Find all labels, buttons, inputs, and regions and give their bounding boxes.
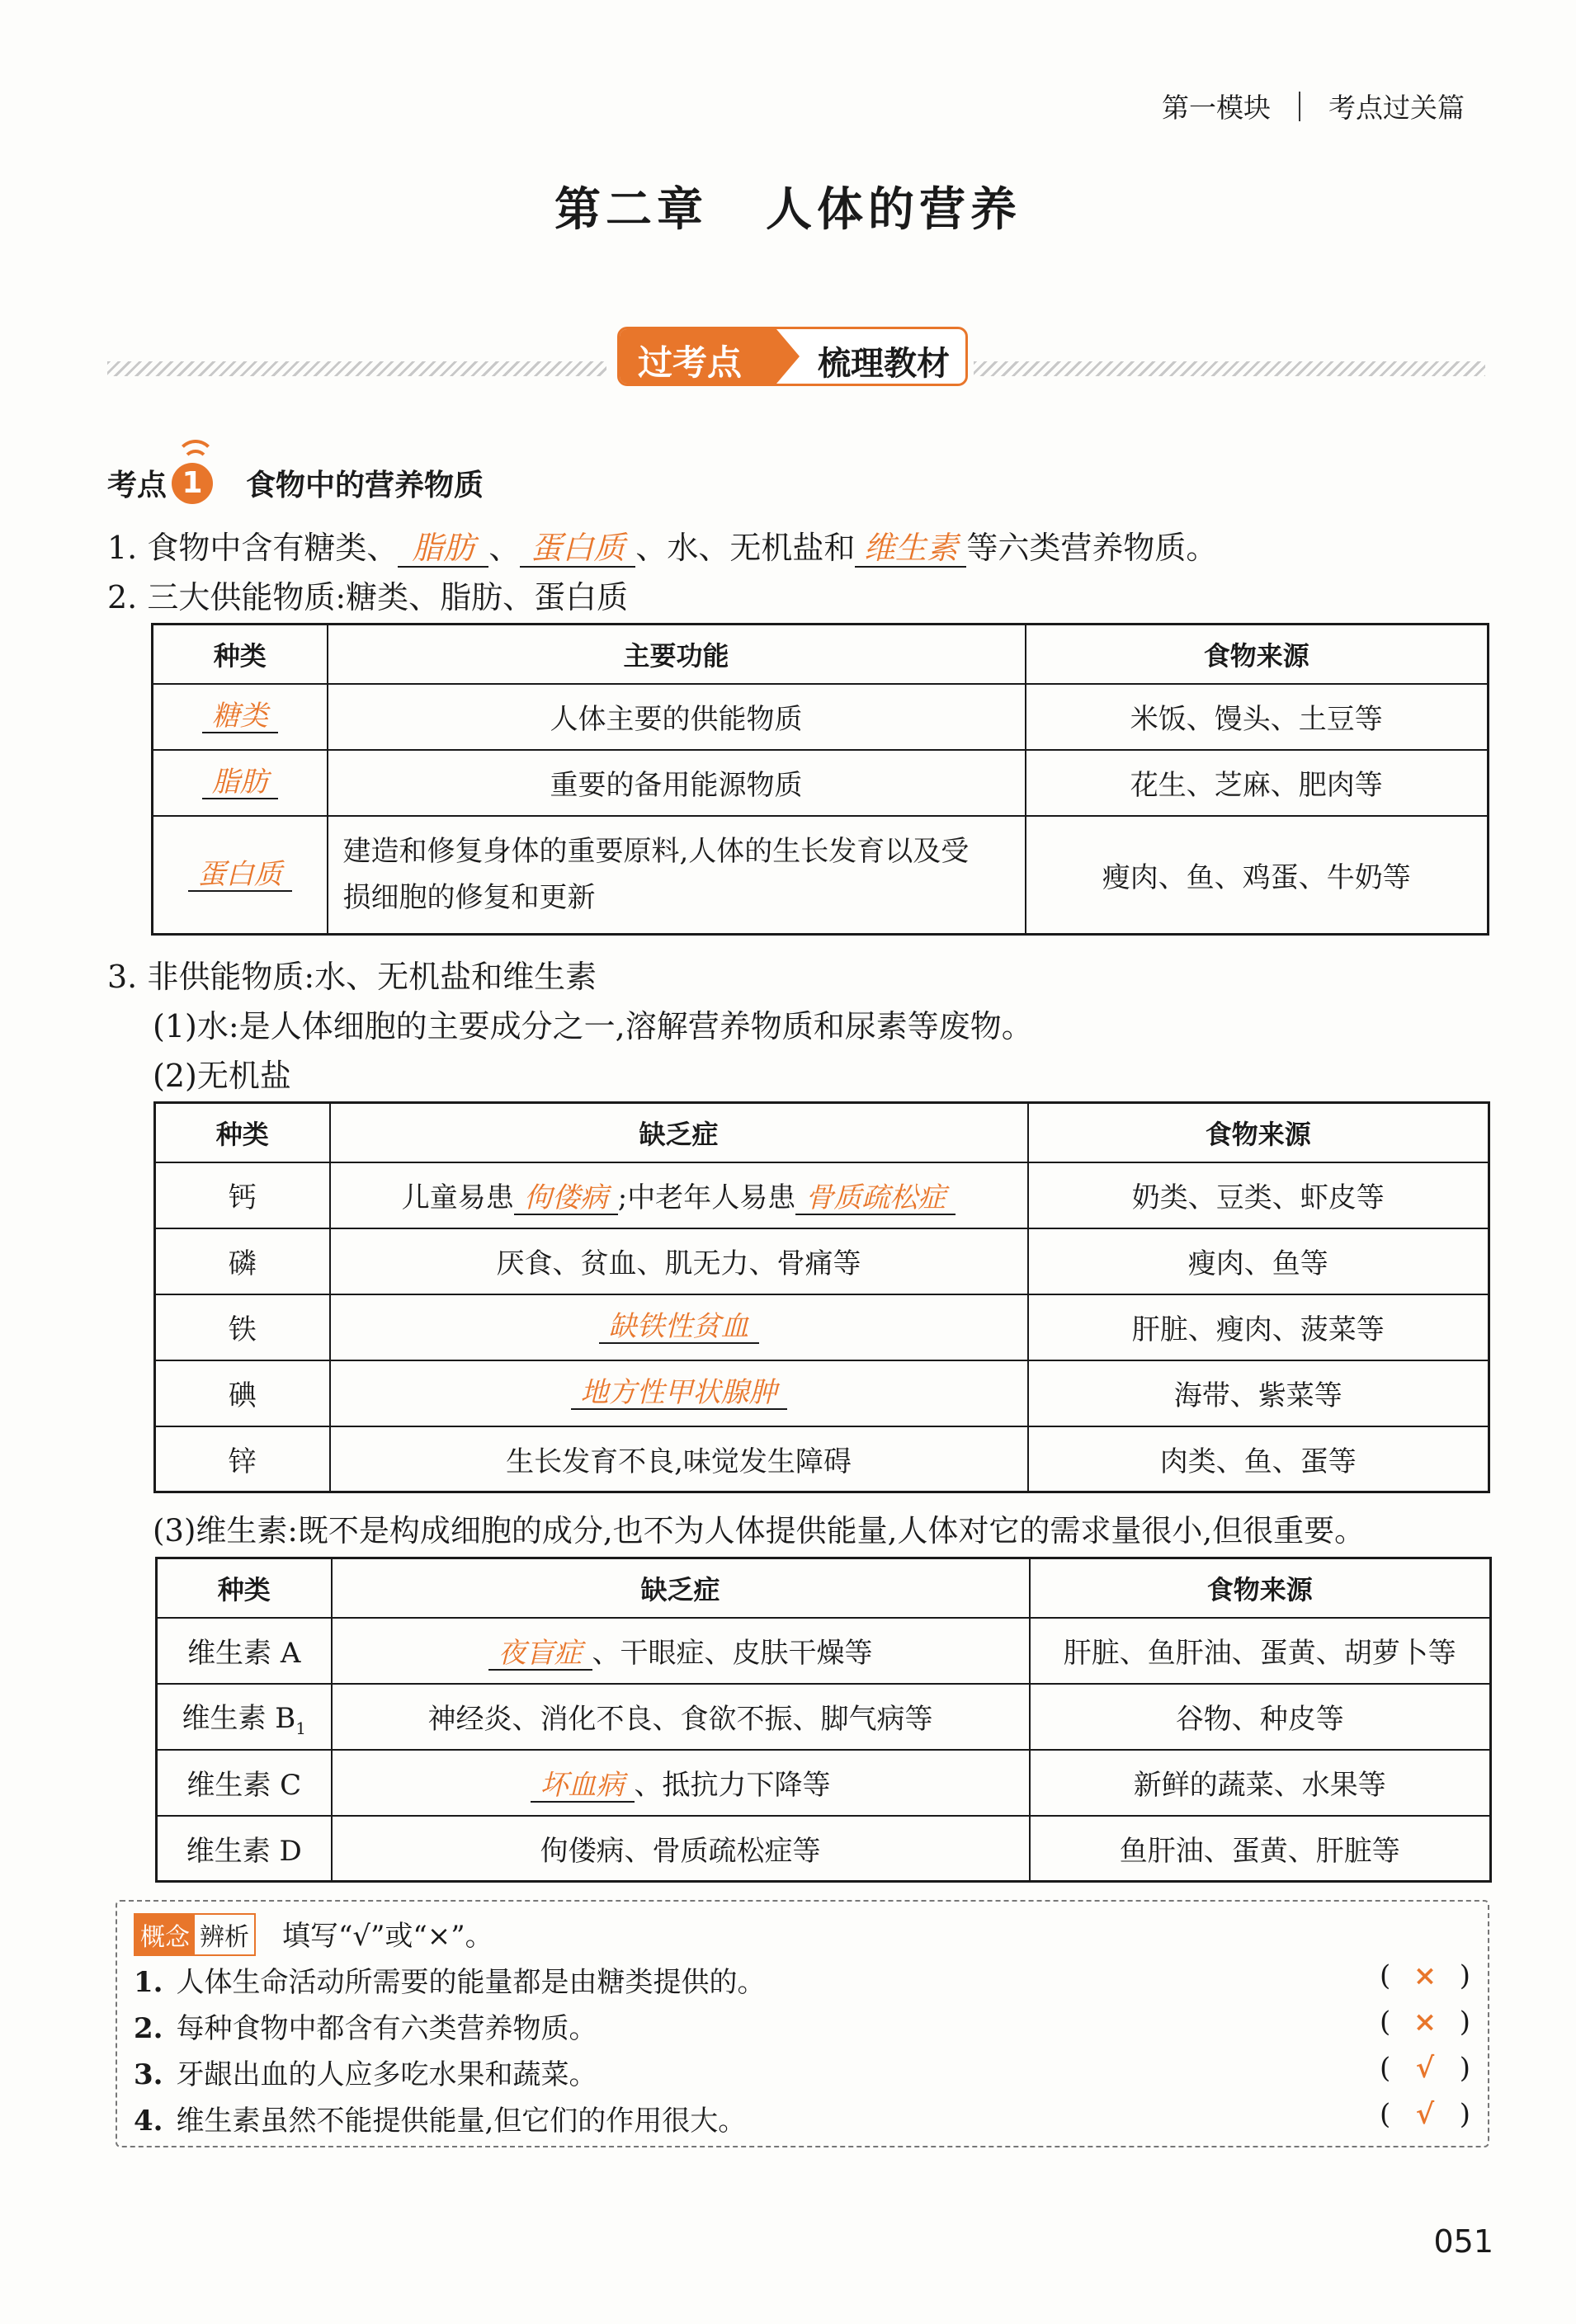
topic-label: 考点: [107, 469, 168, 502]
fill-blank-protein: 蛋白质: [520, 531, 635, 568]
fill-blank-cell: 骨质疏松症: [795, 1183, 956, 1215]
fill-blank-cell: 地方性甲状腺肿: [571, 1378, 787, 1410]
cell-function-line-1: 建造和修复身体的重要原料,人体的生长发育以及受: [342, 835, 970, 869]
banner-box: [617, 327, 968, 386]
minerals-table: [153, 1101, 1490, 1493]
banner-right-label: 梳理教材: [818, 345, 950, 383]
answer-mark: √: [1415, 2052, 1435, 2085]
item-1: [107, 522, 1217, 568]
cell-source: 谷物、种皮等: [1030, 1684, 1491, 1750]
cell-text-pre: 儿童易患: [401, 1181, 514, 1214]
item-3-3-vitamins: (3)维生素:既不是构成细胞的成分,也不为人体提供能量,人体对它的需求量很小,但很重要。: [153, 1513, 1366, 1549]
fill-blank-cell: 糖类: [202, 701, 278, 733]
col-header-function: 主要功能: [328, 625, 1026, 684]
cell-type: [153, 750, 328, 816]
header-section: 考点过关篇: [1328, 92, 1465, 124]
cell-source: 鱼肝油、蛋黄、肝脏等: [1030, 1816, 1491, 1882]
cell-source: 奶类、豆类、虾皮等: [1028, 1162, 1489, 1228]
cell-type: [153, 684, 328, 750]
cell-function-line-2: 损细胞的修复和更新: [342, 881, 596, 915]
item-2: 2. 三大供能物质:糖类、脂肪、蛋白质: [107, 579, 629, 615]
concept-tag-right: 辨析: [200, 1923, 249, 1952]
col-header-source: 食物来源: [1030, 1558, 1491, 1618]
topic-number-badge: 1: [172, 463, 213, 504]
paren-open: (: [1380, 2006, 1391, 2039]
cell-deficiency: [330, 1162, 1028, 1228]
cell-source: 瘦肉、鱼、鸡蛋、牛奶等: [1026, 816, 1489, 935]
table-header-row: [155, 1103, 1489, 1162]
table-row: [155, 1162, 1489, 1228]
table-row: [155, 1294, 1489, 1360]
question-number: 3.: [134, 2058, 163, 2091]
col-header-deficiency: 缺乏症: [330, 1103, 1028, 1162]
fill-blank-vitamin: 维生素: [855, 531, 966, 568]
cell-deficiency: [330, 1294, 1028, 1360]
concept-tag-left: 概念: [135, 1915, 195, 1954]
header-divider: [1299, 92, 1300, 121]
table-row: [157, 1750, 1491, 1816]
fill-blank-cell: 坏血病: [531, 1770, 635, 1803]
cell-type: 锌: [155, 1426, 330, 1492]
question-number: 2.: [134, 2012, 163, 2045]
table-row: [155, 1360, 1489, 1426]
fill-blank-cell: 夜盲症: [488, 1638, 592, 1671]
answer-mark: ×: [1413, 2006, 1437, 2039]
quiz-question: [134, 2098, 1470, 2138]
cell-source: 新鲜的蔬菜、水果等: [1030, 1750, 1491, 1816]
table-header-row: [157, 1558, 1491, 1618]
question-number: 4.: [134, 2105, 163, 2138]
table-row: [157, 1684, 1491, 1750]
cell-source: 瘦肉、鱼等: [1028, 1228, 1489, 1294]
cell-deficiency: [330, 1360, 1028, 1426]
cell-deficiency: 生长发育不良,味觉发生障碍: [330, 1426, 1028, 1492]
cell-type: 维生素 C: [157, 1750, 332, 1816]
chapter-title: [0, 173, 1576, 239]
concept-instruction: 填写“√”或“×”。: [282, 1920, 493, 1953]
col-header-source: 食物来源: [1028, 1103, 1489, 1162]
answer-slot: [1380, 2006, 1470, 2039]
concept-tag: [134, 1913, 256, 1956]
cell-deficiency: [332, 1750, 1030, 1816]
cell-source: 花生、芝麻、肥肉等: [1026, 750, 1489, 816]
cell-source: 肉类、鱼、蛋等: [1028, 1426, 1489, 1492]
chapter-number: 第二章: [554, 183, 708, 237]
cell-type-subscript: 1: [295, 1718, 307, 1738]
answer-slot: [1380, 1959, 1470, 1992]
cell-source: 海带、紫菜等: [1028, 1360, 1489, 1426]
cell-deficiency: 厌食、贫血、肌无力、骨痛等: [330, 1228, 1028, 1294]
section-banner: [107, 327, 1485, 393]
question-text: 牙龈出血的人应多吃水果和蔬菜。: [176, 2058, 597, 2091]
chapter-name: 人体的营养: [766, 183, 1022, 237]
item-1-post: 等六类营养物质。: [966, 530, 1218, 566]
header-module: 第一模块: [1162, 92, 1271, 124]
running-header: [1162, 87, 1465, 125]
table-header-row: [153, 625, 1489, 684]
question-number: 1.: [134, 1966, 163, 1999]
answer-mark: √: [1415, 2098, 1435, 2131]
paren-open: (: [1380, 1959, 1391, 1992]
question-text: 每种食物中都含有六类营养物质。: [176, 2012, 597, 2045]
col-header-deficiency: 缺乏症: [332, 1558, 1030, 1618]
banner-hatch-right: [974, 361, 1485, 376]
table-row: [155, 1426, 1489, 1492]
fill-blank-fat: 脂肪: [398, 531, 488, 568]
cell-type: 碘: [155, 1360, 330, 1426]
paren-open: (: [1380, 2052, 1391, 2085]
page-number: 051: [1433, 2223, 1493, 2260]
item-1-sep: 、: [488, 530, 521, 566]
cell-type: 维生素 A: [157, 1618, 332, 1684]
paren-close: ): [1459, 1959, 1470, 1992]
cell-source: 肝脏、鱼肝油、蛋黄、胡萝卜等: [1030, 1618, 1491, 1684]
paren-close: ): [1459, 2052, 1470, 2085]
energy-nutrients-table: [151, 623, 1489, 936]
table-row: [153, 816, 1489, 935]
cell-text-post: 、干眼症、皮肤干燥等: [592, 1636, 873, 1670]
cell-type-text: 维生素 B: [182, 1701, 296, 1735]
topic-title: 食物中的营养物质: [246, 469, 484, 502]
banner-hatch-left: [107, 361, 606, 376]
item-1-pre: 食物中含有糖类、: [147, 530, 399, 566]
fill-blank-cell: 脂肪: [202, 767, 278, 799]
cell-source: 肝脏、瘦肉、菠菜等: [1028, 1294, 1489, 1360]
cell-text-mid: ;中老年人易患: [617, 1181, 796, 1214]
cell-deficiency: 神经炎、消化不良、食欲不振、脚气病等: [332, 1684, 1030, 1750]
col-header-type: 种类: [153, 625, 328, 684]
answer-mark: ×: [1413, 1959, 1437, 1992]
cell-deficiency: 佝偻病、骨质疏松症等: [332, 1816, 1030, 1882]
paren-open: (: [1380, 2098, 1391, 2131]
cell-deficiency: [332, 1618, 1030, 1684]
cell-function: [328, 816, 1026, 935]
item-3-1-water: (1)水:是人体细胞的主要成分之一,溶解营养物质和尿素等废物。: [153, 1008, 1033, 1044]
question-text: 人体生命活动所需要的能量都是由糖类提供的。: [176, 1966, 766, 1999]
cell-function: 人体主要的供能物质: [328, 684, 1026, 750]
item-3-2-minerals: (2)无机盐: [153, 1058, 291, 1094]
cell-function: 重要的备用能源物质: [328, 750, 1026, 816]
cell-source: 米饭、馒头、土豆等: [1026, 684, 1489, 750]
table-row: [153, 750, 1489, 816]
table-row: [157, 1816, 1491, 1882]
paren-close: ): [1459, 2006, 1470, 2039]
item-1-mid: 、水、无机盐和: [635, 530, 856, 566]
table-row: [155, 1228, 1489, 1294]
cell-type: 铁: [155, 1294, 330, 1360]
fill-blank-cell: 缺铁性贫血: [599, 1312, 759, 1344]
table-row: [153, 684, 1489, 750]
fill-blank-cell: 佝偻病: [514, 1183, 618, 1215]
col-header-type: 种类: [157, 1558, 332, 1618]
table-row: [157, 1618, 1491, 1684]
cell-type: [153, 816, 328, 935]
quiz-question: [134, 2006, 1470, 2046]
question-text: 维生素虽然不能提供能量,但它们的作用很大。: [176, 2105, 747, 2138]
cell-text-post: 、抵抗力下降等: [634, 1768, 831, 1802]
col-header-source: 食物来源: [1026, 625, 1489, 684]
fill-blank-cell: 蛋白质: [188, 860, 292, 892]
cell-type: 磷: [155, 1228, 330, 1294]
vitamins-table: [155, 1557, 1492, 1883]
answer-slot: [1380, 2098, 1470, 2131]
paren-close: ): [1459, 2098, 1470, 2131]
quiz-question: [134, 1959, 1470, 2000]
concept-quiz-box: [116, 1900, 1489, 2147]
cell-type: 维生素 D: [157, 1816, 332, 1882]
banner-left-label: 过考点: [620, 329, 776, 384]
cell-type: [157, 1684, 332, 1750]
col-header-type: 种类: [155, 1103, 330, 1162]
item-3: 3. 非供能物质:水、无机盐和维生素: [107, 959, 597, 995]
item-1-num: 1.: [107, 530, 138, 566]
topic-heading: [107, 462, 484, 504]
cell-type: 钙: [155, 1162, 330, 1228]
answer-slot: [1380, 2052, 1470, 2085]
quiz-question: [134, 2052, 1470, 2092]
